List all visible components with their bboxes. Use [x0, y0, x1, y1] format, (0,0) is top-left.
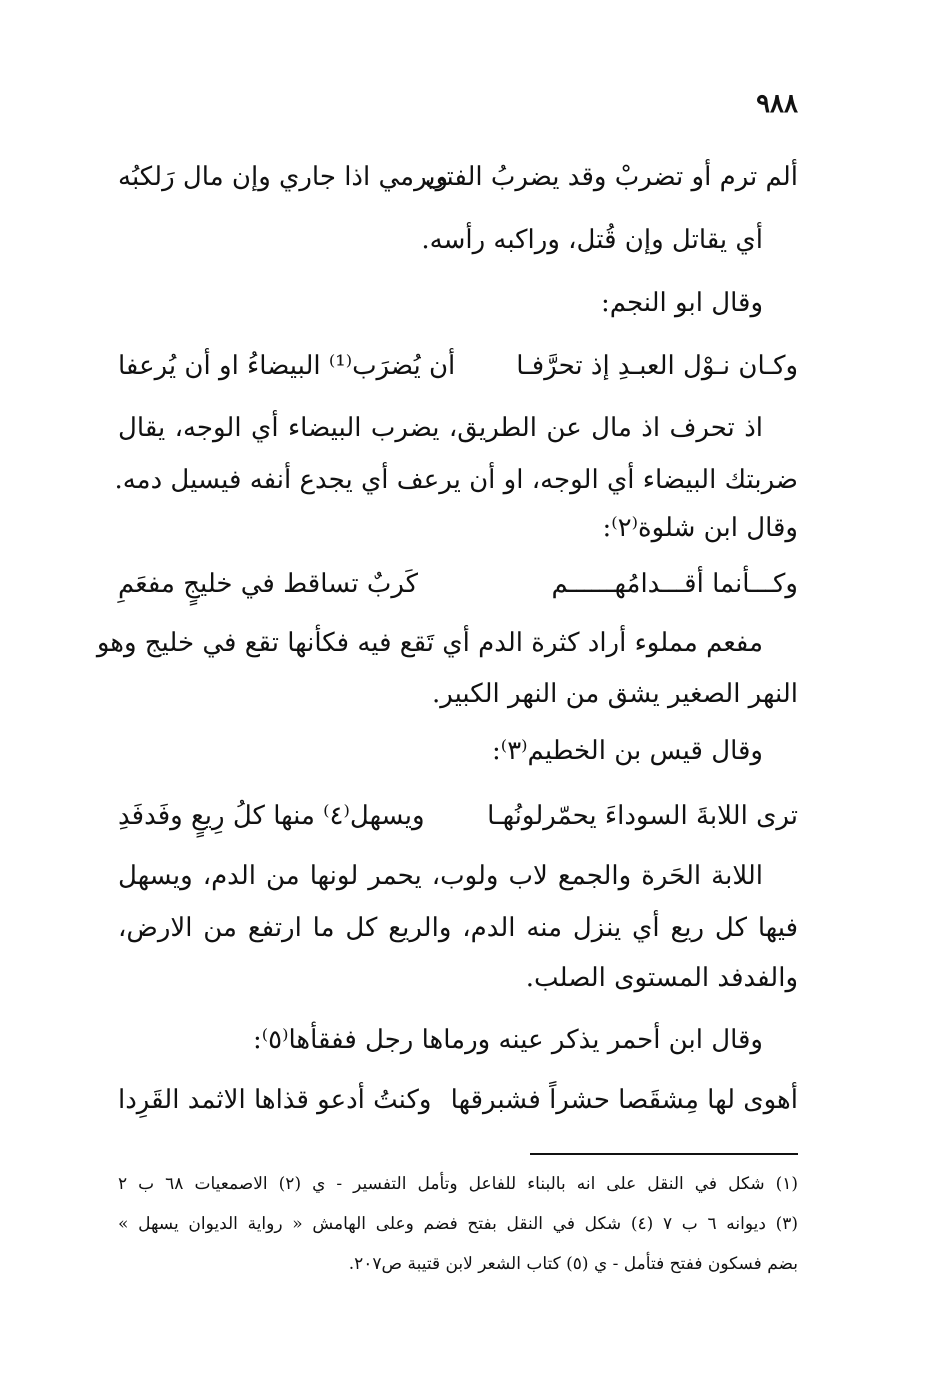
verse-line — [118, 157, 798, 197]
footnote-divider — [530, 1153, 798, 1155]
verse-second-hemistich: كَربٌ تساقط في خليجٍ مفعَمِ — [118, 569, 419, 599]
prose-line: مفعم مملوء أراد كثرة الدم أي تَقع فيه فكأنها تقع في خليج وهو — [96, 628, 763, 658]
verse-first-hemistich: وكـــأنما أقـــدامُهــــــم — [551, 569, 798, 599]
verse-first-hemistich: ألم ترم أو تضربْ وقد يضربُ الفتى — [424, 162, 798, 192]
footnote-line: (١) شكل في النقل على انه بالبناء للفاعل وتأمل التفسير - ي (٢) الاصمعيات ٦٨ ب ٢ — [118, 1174, 799, 1194]
verse-line — [118, 796, 798, 836]
verse-second-hemistich: أن يُضرَب⁽¹⁾ البيضاءُ او أن يُرعفا — [118, 351, 456, 381]
prose-line: النهر الصغير يشق من النهر الكبير. — [431, 679, 798, 709]
verse-first-hemistich: ترى اللابةَ السوداءَ يحمّرلونُهـا — [487, 801, 798, 831]
prose-line: فيها كل ريع أي ينزل منه الدم، والريع كل ما ارتفع من الارض، — [118, 913, 798, 943]
footnote-line: بضم فسكون ففتح فتأمل - ي (٥) كتاب الشعر لابن قتيبة ص٢٠٧. — [348, 1254, 798, 1274]
prose-line: ضربتك البيضاء أي الوجه، او أن يرعف أي يجدع أنفه فيسيل دمه. — [114, 465, 798, 495]
prose-line: وقال قيس بن الخطيم⁽٣⁾: — [492, 736, 763, 766]
prose-line: والفدفد المستوى الصلب. — [525, 963, 798, 993]
verse-first-hemistich: أهوى لها مِشقَصا حشراً فشبرقها — [450, 1085, 798, 1115]
prose-line: أي يقاتل وإن قُتل، وراكبه رأسه. — [421, 225, 763, 255]
verse-second-hemistich: ويرمي اذا جاري وإن مال رَلكبُه — [118, 162, 449, 192]
verse-second-hemistich: وكنتُ أدعو قذاها الاثمد القَرِدا — [118, 1085, 432, 1115]
prose-line: اللابة الحَرة والجمع لاب ولوب، يحمر لونها من الدم، ويسهل — [118, 861, 763, 891]
verse-second-hemistich: ويسهل⁽٤⁾ منها كلُ رِيعٍ وفَدفَدِ — [118, 801, 425, 831]
prose-line: وقال ابن شلوة⁽٢⁾: — [602, 513, 798, 543]
prose-line: اذ تحرف اذ مال عن الطريق، يضرب البيضاء أي الوجه، يقال — [118, 413, 763, 443]
verse-line — [118, 564, 798, 604]
footnote-line: (٣) ديوانه ٦ ب ٧ (٤) شكل في النقل بفتح فضم وعلى الهامش « رواية الديوان يسهل » — [118, 1214, 798, 1234]
page-number: ٩٨٨ — [756, 89, 798, 119]
verse-line — [118, 346, 798, 386]
verse-first-hemistich: وكـان نـوْل العبـدِ إذ تحرَّفـا — [516, 351, 798, 381]
verse-line — [118, 1080, 798, 1120]
prose-line: وقال ابو النجم: — [600, 288, 763, 318]
prose-line: وقال ابن أحمر يذكر عينه ورماها رجل ففقأها⁽٥⁾: — [252, 1025, 763, 1055]
